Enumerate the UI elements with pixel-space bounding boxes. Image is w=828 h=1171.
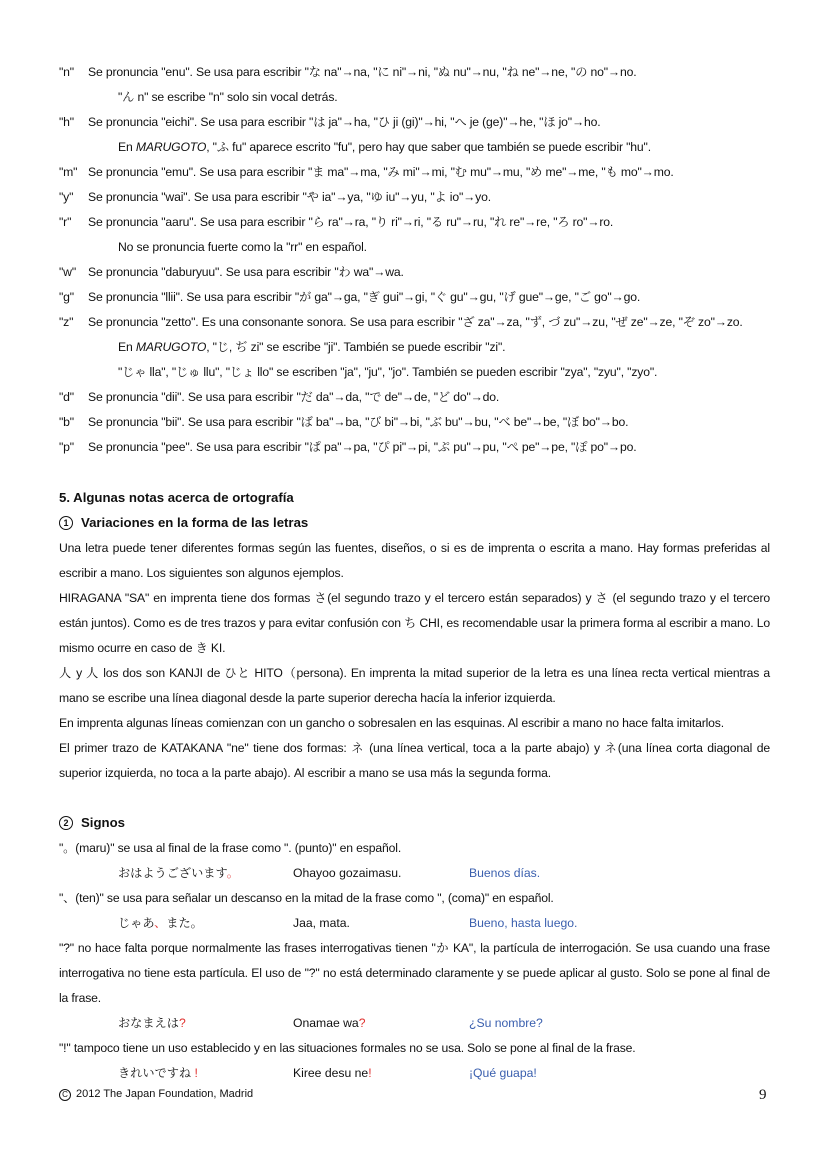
consonant-key: "g" [59,290,74,304]
consonant-h-note [118,139,651,155]
note-text: , "ふ fu" aparece escrito "fu", pero hay que saber que también se puede escribir "hu". [206,140,651,154]
consonant-h [59,114,601,130]
circled-number-icon: 1 [59,516,73,530]
example-romaji: Jaa, mata. [293,916,350,930]
consonant-desc: Se pronuncia "bii". Se usa para escribir "ば ba"→ba, "び bi"→bi, "ぶ bu"→bu, "べ be"→be, "ぼ bo"→bo. [88,415,629,429]
romaji-text: Kiree desu ne [293,1066,369,1080]
footer-copyright [59,1088,253,1101]
romaji-text: Onamae wa [293,1016,359,1030]
consonant-z [59,314,743,330]
punct-mark: ! [368,1066,372,1080]
punct-mark: ! [194,1066,198,1080]
copyright-text: 2012 The Japan Foundation, Madrid [76,1088,254,1100]
jp-text: また。 [166,916,203,930]
consonant-r-note: No se pronuncia fuerte como la "rr" en español. [118,240,367,254]
consonant-y [59,189,491,205]
consonant-key: "h" [59,115,74,129]
circled-number-icon: 2 [59,816,73,830]
example-spanish: ¡Qué guapa! [469,1066,537,1080]
paragraph-hiragana-sa: HIRAGANA "SA" en imprenta tiene dos formas さ(el segundo trazo y el tercero están separados) y さ (el segundo trazo y el tercero están juntos). Como es de tres trazos y para evitar confusión con ち CHI, es recomendable usar la primera forma al escribir a mano. Lo mismo ocurre en caso de き KI. [59,591,770,655]
consonant-key: "y" [59,190,74,204]
consonant-b [59,414,628,430]
subsection-title-text: Signos [81,815,125,830]
punct-mark: 、 [154,916,167,930]
consonant-key: "m" [59,165,78,179]
consonant-key: "r" [59,215,72,229]
copyright-icon: C [59,1089,71,1101]
consonant-desc: Se pronuncia "llii". Se usa para escribir "が ga"→ga, "ぎ gui"→gi, "ぐ gu"→gu, "げ gue"→ge, "ご go"→go. [88,290,641,304]
consonant-n-note: "ん n" se escribe "n" solo sin vocal detrás. [118,90,338,104]
note-text: , "じ, ぢ zi" se escribe "ji". También se puede escribir "zi". [206,340,506,354]
paragraph-hooks: En imprenta algunas líneas comienzan con un gancho o sobresalen en las esquinas. Al escribir a mano no hace falta imitarlos. [59,716,724,730]
consonant-desc: Se pronuncia "pee". Se usa para escribir "ぱ pa"→pa, "ぴ pi"→pi, "ぷ pu"→pu, "ぺ pe"→pe, "ぽ po"→po. [88,440,637,454]
book-title: MARUGOTO [135,140,207,154]
consonant-key: "z" [59,315,74,329]
example-jp [118,915,203,931]
consonant-key: "b" [59,415,74,429]
subsection-title-text: Variaciones en la forma de las letras [81,515,309,530]
note-text: En [118,140,136,154]
consonant-key: "w" [59,265,77,279]
consonant-key: "n" [59,65,74,79]
page-number: 9 [759,1087,767,1103]
consonant-desc: Se pronuncia "dii". Se usa para escribir "だ da"→da, "で de"→de, "ど do"→do. [88,390,500,404]
paragraph-katakana-ne: El primer trazo de KATAKANA "ne" tiene dos formas: ネ (una línea vertical, toca a la parte abajo) y ネ(una línea corta diagonal de superior izquierda, no toca a la parte abajo). Al escribir a mano se usa más la segunda forma. [59,741,770,780]
punct-mark: 。 [226,866,239,880]
punct-mark: ? [358,1016,366,1030]
consonant-desc: Se pronuncia "enu". Se usa para escribir "な na"→na, "に ni"→ni, "ぬ nu"→nu, "ね ne"→ne, "の no"→no. [88,65,637,79]
example-jp [118,1065,198,1081]
jp-text: おはようございます [118,866,227,880]
consonant-desc: Se pronuncia "eichi". Se usa para escribir "は ja"→ha, "ひ ji (gi)"→hi, "へ je (ge)"→he, "ほ jo"→ho. [88,115,601,129]
book-title: MARUGOTO [135,340,207,354]
consonant-n [59,64,636,80]
example-romaji [293,1065,372,1081]
consonant-key: "d" [59,390,74,404]
consonant-w [59,264,404,280]
example-romaji [293,1015,366,1031]
punct-mark: ? [178,1016,186,1030]
section-title: 5. Algunas notas acerca de ortografía [59,490,294,505]
jp-text: おなまえは [118,1016,179,1030]
exclamation-description: "!" tampoco tiene un uso establecido y en las situaciones formales no se usa. Solo se pone al final de la frase. [59,1041,636,1055]
consonant-m [59,164,674,180]
consonant-g [59,289,640,305]
example-spanish: Bueno, hasta luego. [469,916,578,930]
paragraph-kanji-hito: 人 y 人 los dos son KANJI de ひと HITO（persona). En imprenta la mitad superior de la letra es una línea recta vertical mientras a mano se escribe una línea diagonal desde la parte superior derecha hacía la inferior izquierda. [59,666,770,705]
consonant-p [59,439,636,455]
consonant-desc: Se pronuncia "wai". Se usa para escribir "や ia"→ya, "ゆ iu"→yu, "よ io"→yo. [88,190,491,204]
question-description: "?" no hace falta porque normalmente las frases interrogativas tienen "か KA", la partícula de interrogación. Se usa cuando una frase interrogativa no tiene esta partícula. El uso de "?" no está determinado claramente y se puede aplicar al gusto. Solo se pone al final de la frase. [59,941,770,1005]
example-jp [118,1015,186,1031]
ten-description: "、(ten)" se usa para señalar un descanso en la mitad de la frase como ", (coma)" en español. [59,891,554,905]
jp-text: じゃあ [118,916,155,930]
subsection-title-variaciones [59,515,308,530]
maru-description: "。(maru)" se usa al final de la frase como ". (punto)" en español. [59,841,402,855]
consonant-desc: Se pronuncia "emu". Se usa para escribir "ま ma"→ma, "み mi"→mi, "む mu"→mu, "め me"→me, "も mo"→mo. [88,165,674,179]
consonant-z-note2: "じゃ lla", "じゅ llu", "じょ llo" se escriben "ja", "ju", "jo". También se pueden escribir "zya", "zyu", "zyo". [118,365,658,379]
consonant-r [59,214,613,230]
consonant-z-note [118,339,505,355]
jp-text: きれいですね [118,1066,192,1080]
note-text: En [118,340,136,354]
example-spanish: ¿Su nombre? [469,1016,543,1030]
consonant-desc: Se pronuncia "daburyuu". Se usa para escribir "わ wa"→wa. [88,265,404,279]
example-spanish: Buenos días. [469,866,541,880]
consonant-d [59,389,499,405]
consonant-desc: Se pronuncia "zetto". Es una consonante sonora. Se usa para escribir "ざ za"→za, "ず, づ zu"→zu, "ぜ ze"→ze, "ぞ zo"→zo. [88,315,743,329]
paragraph-letter-forms: Una letra puede tener diferentes formas según las fuentes, diseños, o si es de imprenta o escrita a mano. Hay formas preferidas al escribir a mano. Los siguientes son algunos ejemplos. [59,541,770,580]
consonant-key: "p" [59,440,74,454]
example-jp [118,865,239,881]
consonant-desc: Se pronuncia "aaru". Se usa para escribir "ら ra"→ra, "り ri"→ri, "る ru"→ru, "れ re"→re, "ろ ro"→ro. [88,215,614,229]
example-romaji: Ohayoo gozaimasu. [293,866,402,880]
subsection-title-signos [59,815,125,830]
